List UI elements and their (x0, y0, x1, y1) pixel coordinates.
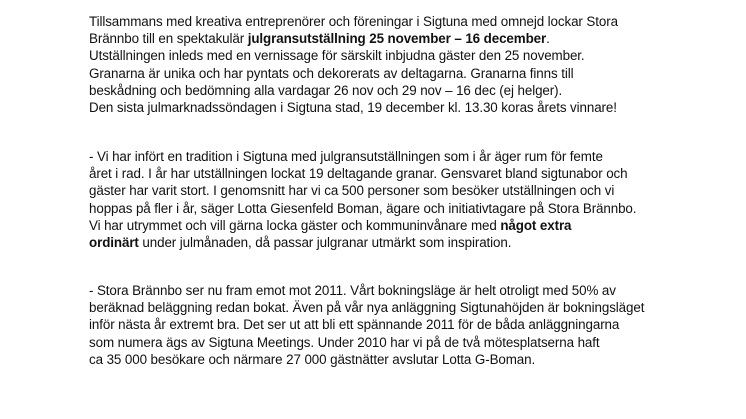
text-line: Granarna är unika och har pyntats och dekorerats av deltagarna. Granarna finns till (89, 65, 574, 81)
text-line: som numera ägs av Sigtuna Meetings. Under 2010 har vi på de två mötesplatserna haft (89, 334, 600, 350)
text-line (89, 234, 729, 251)
bold-extra: något extra (500, 217, 572, 233)
text-line: - Vi har infört en tradition i Sigtuna med julgransutställningen som i år äger rum för femte (89, 149, 603, 164)
text-line: Utställningen inleds med en vernissage för särskilt inbjudna gäster den 25 november. (89, 48, 585, 64)
text-line: Tillsammans med kreativa entreprenörer och föreningar i Sigtuna med omnejd lockar Stora (89, 14, 618, 29)
text-line: beräknad beläggning redan bokat. Även på vår nya anläggning Sigtunahöjden är bokningsläget (89, 300, 645, 316)
text-segment: Vi har utrymmet och vill gärna locka gäster och kommuninvånare med (89, 217, 501, 233)
text-line: året i rad. I år har utställningen lockat 19 deltagande granar. Gensvaret bland sigtunabor och (89, 166, 628, 182)
text-line (89, 217, 729, 234)
paragraph-quote-bookings (89, 282, 729, 368)
bold-ordinary: ordinärt (89, 235, 139, 251)
text-line: Den sista julmarknadssöndagen i Sigtuna stad, 19 december kl. 13.30 koras årets vinnare! (89, 100, 617, 116)
text-line: ca 35 000 besökare och närmare 27 000 gästnätter avslutar Lotta G-Boman. (89, 351, 536, 367)
text-line: gäster har varit stort. I genomsnitt har vi ca 500 personer som besöker utställningen och vi (89, 183, 615, 199)
text-line: hoppas på fler i år, säger Lotta Giesenfeld Boman, ägare och initiativtagare på Stora Brännbo. (89, 200, 637, 216)
text-segment: under julmånaden, då passar julgranar utmärkt som inspiration. (138, 235, 512, 251)
text-line (89, 30, 729, 47)
paragraph-quote-tradition (89, 148, 729, 251)
text-segment: . (546, 31, 550, 47)
text-line: beskådning och bedömning alla vardagar 26 nov och 29 nov – 16 dec (ej helger). (89, 82, 563, 98)
text-line: inför nästa år extremt bra. Det ser ut att bli ett spännande 2011 för de båda anläggningarna (89, 317, 620, 333)
text-segment: Brännbo till en spektakulär (89, 31, 248, 47)
bold-exhibition-dates: julgransutställning 25 november – 16 december (247, 31, 547, 47)
text-line: - Stora Brännbo ser nu fram emot mot 2011. Vårt bokningsläge är helt otroligt med 50% av (89, 283, 616, 298)
paragraph-exhibition-intro (89, 13, 729, 116)
